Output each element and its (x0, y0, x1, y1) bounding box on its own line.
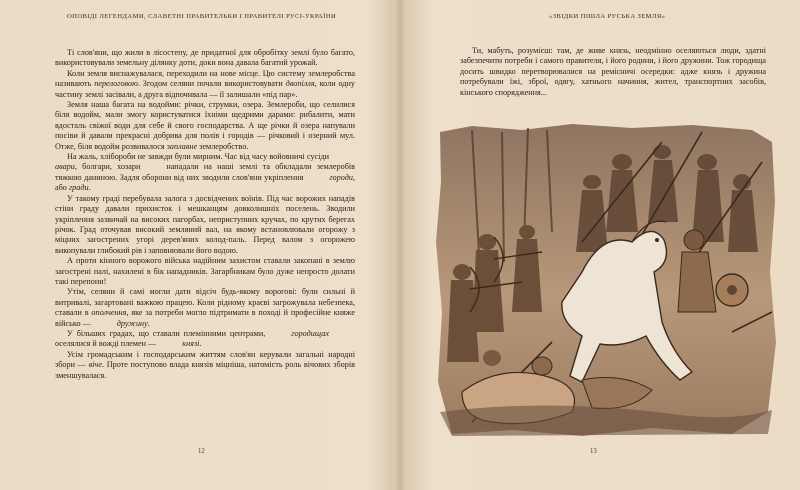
battle-scene-drawing (432, 122, 778, 440)
paragraph: Коли земля виснажувалася, переходили на нове місце. Цю систему землеробства називають перелоговою. Згодом селяни почали використовувати двопілля, коли одну частину землі засівали, а друга відпочивала — її залишали «під пар». (55, 68, 356, 99)
term: гради (68, 183, 89, 193)
term: віче (88, 360, 102, 370)
right-running-head: «ЗВІДКИ ПІШЛА РУСЬКА ЗЕМЛЯ» (549, 13, 666, 20)
paragraph: Усім громадським і господарським життям слов'ян керували загальні народні збори — віче. Проте поступово влада князів міцніша, натомість роль вічових зборів зменшувалася. (55, 349, 355, 380)
left-page (0, 0, 398, 490)
right-page-number: 13 (590, 448, 597, 455)
paragraph: Земля наша багата на водойми: річки, струмки, озера. Землероби, що селилися біля водойм, мали змогу користуватися їхніми щедрими дарами: рибалити, мати вдосталь свіжої води для себе й свого господарства. А ще річки й озера напували посіви й давали прекрасні добрива для полів і городів — річковий і озерний мул. Отже, біля водойм розвивалося заплавне землеробство. (55, 100, 355, 151)
right-body-text (460, 46, 766, 98)
left-running-head: ОПОВІДІ ЛЕГЕНДАМИ, СЛАВЕТНІ ПРАВИТЕЛЬКИ І ПРАВИТЕЛІ РУСІ-УКРАЇНИ (67, 13, 337, 20)
paragraph: У більших градах, що ставали племінними центрами, городищахоселялися й вожді племен — князі. (55, 328, 329, 349)
paragraph: Утім, селяни й самі могли дати відсіч будь-якому ворогові: були сильні й витривалі, загартовані важкою працею. Коли рідному краєві загрожувала небезпека, ставали в ополчення, яке за потреби могло підтримати в поході й професійне княже військо — дружину. (55, 287, 355, 328)
paragraph: У такому граді перебувала залога з досвідчених воїнів. Під час ворожих нападів стіни граду давали прихисток і мешканцям довколишніх поселень. Зводили укріплення зазвичай на високих пагорбах, неприступних кручах, по крутих берегах річок. Град оточував високий земляний вал, на якому встановлювали огорожу з міцних загострених угорі дерев'яних колод-паль. Перед валом з огорожею викопували глибокий рів і заповнювали його водою. (55, 193, 355, 255)
term: заплавне (166, 141, 198, 151)
term: двопілля (285, 79, 315, 89)
term: городищах (291, 328, 329, 338)
term: городи (329, 172, 353, 182)
term: авари (55, 162, 75, 172)
term: князі (182, 339, 200, 349)
term: перелоговою (94, 79, 138, 89)
battle-illustration (432, 122, 778, 440)
left-body-text (55, 48, 355, 381)
left-page-number: 12 (198, 448, 205, 455)
term: ополчення (91, 308, 127, 318)
term: дружину (116, 318, 148, 328)
paragraph: Ті слов'яни, що жили в лісостепу, де придатної для обробітку землі було багато, використовували земельну ділянку доти, доки вона давала багатий урожай. (55, 48, 355, 68)
paragraph: На жаль, хлібороби не завжди були мирним. Час від часу войовничі сусідиавари, болгари, хозари нападали на наші землі та обкладали землеробів тяжкою даниною. Задля оборони від них зводили слов'яни укріплення городи, або гради. (55, 152, 355, 193)
paragraph: Ти, мабуть, розумієш: там, де живе князь, неодмінно оселяються люди, здатні забезпечити потреби і самого правителя, і його родини, і його дружини. Тож городища досить швидко перетворювалися на ремісничі осередки: адже князь і дружина потребували їжі, зброї, одягу, хатнього начиння, жител, транспортних засобів, кінського спорядження... (460, 46, 766, 97)
paragraph: А проти кінного ворожого війська надійним захистом ставали закопані в землю загострені палі, нахилені в бік нападників. Загарбникам було дуже непросто долати такі перепони! (55, 256, 355, 286)
right-page (402, 0, 800, 490)
